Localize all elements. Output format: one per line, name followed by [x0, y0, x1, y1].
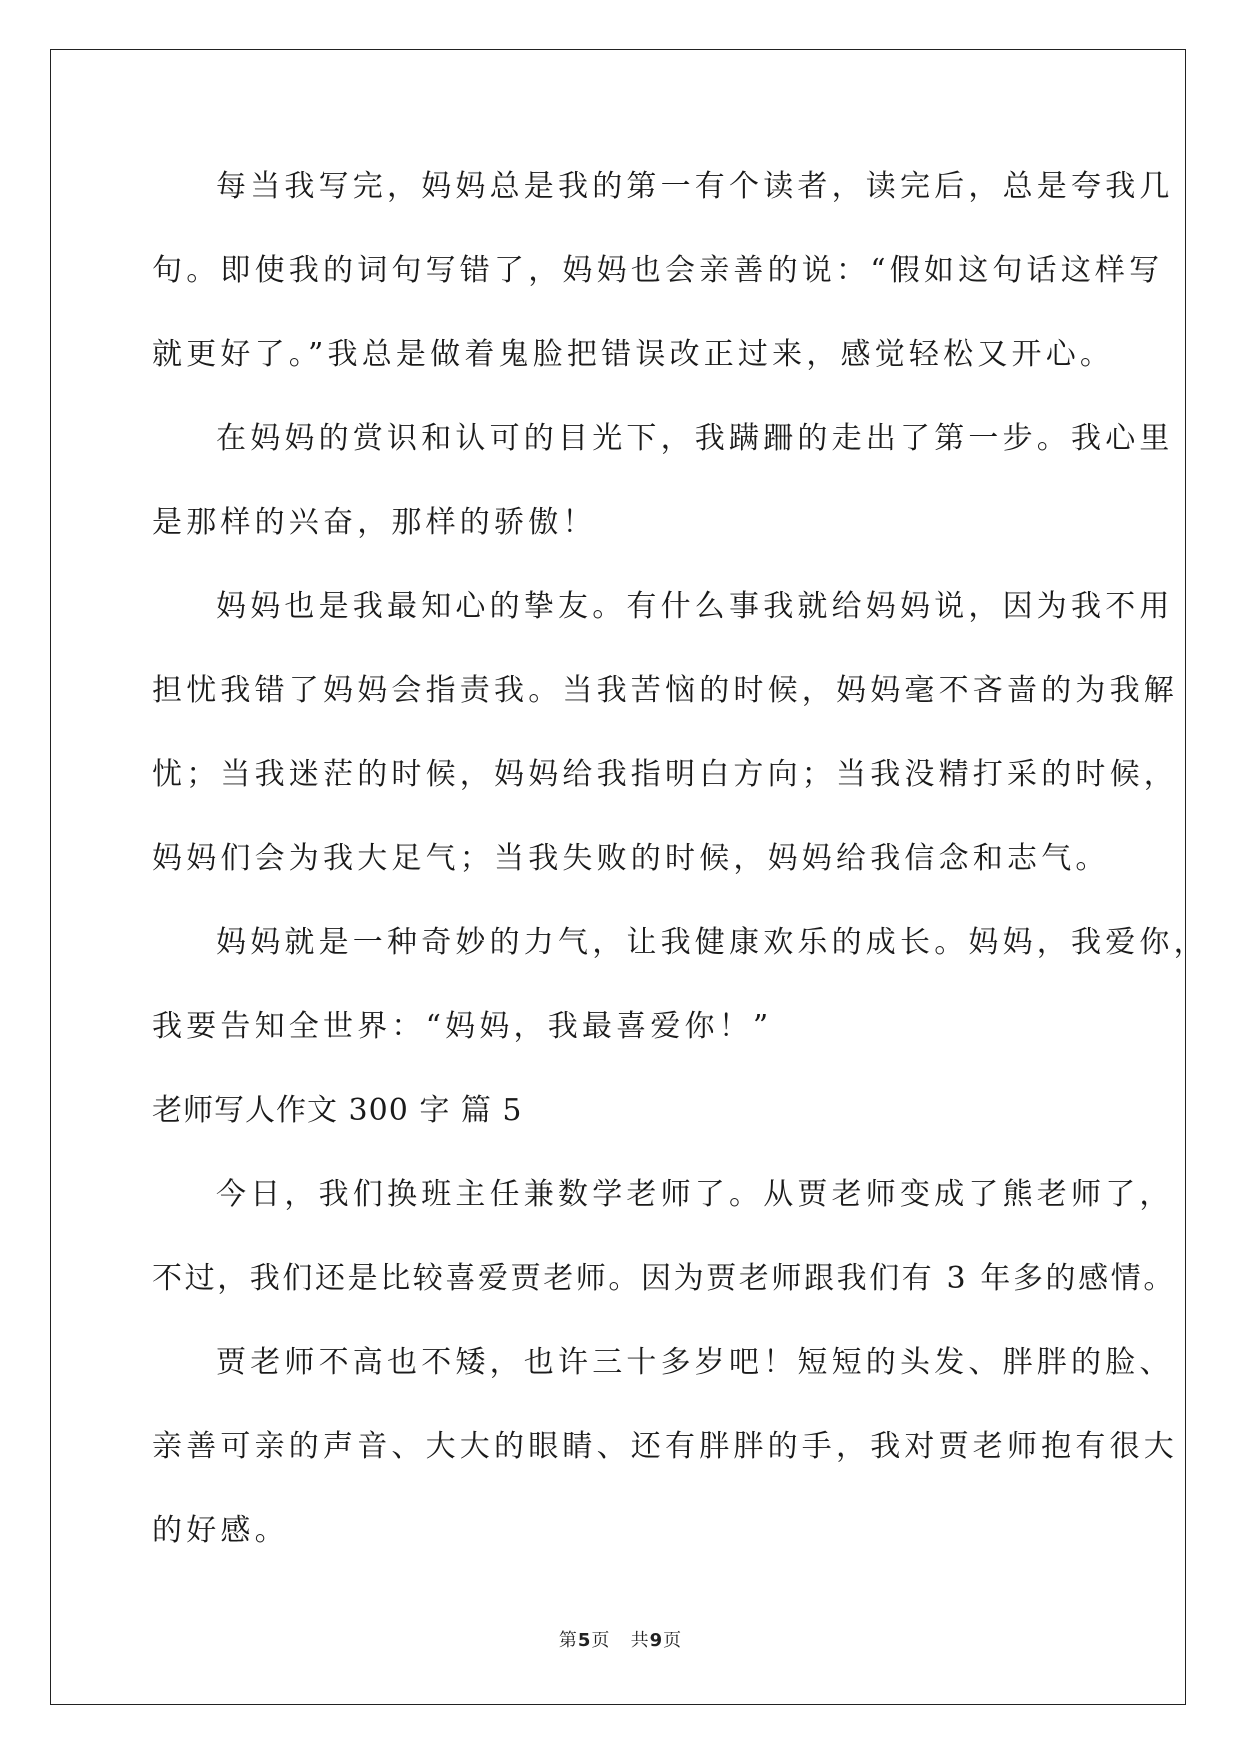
footer-page-suffix: 页: [591, 1630, 611, 1651]
paragraph-line: 贾老师不高也不矮，也许三十多岁吧！短短的头发、胖胖的脸、: [216, 1345, 1174, 1380]
paragraph-line: 句。即使我的词句写错了，妈妈也会亲善的说：“假如这句话这样写: [152, 253, 1164, 288]
paragraph-2: [152, 415, 1174, 583]
paragraph-line: 担忧我错了妈妈会指责我。当我苦恼的时候，妈妈毫不吝啬的为我解: [152, 673, 1178, 708]
footer-total-prefix: 共: [630, 1630, 650, 1651]
paragraph-line: 每当我写完，妈妈总是我的第一有个读者，读完后，总是夸我几: [216, 169, 1174, 204]
paragraph-line: 妈妈也是我最知心的挚友。有什么事我就给妈妈说，因为我不用: [216, 589, 1174, 624]
paragraph-3: [152, 583, 1178, 919]
paragraph-line: 今日，我们换班主任兼数学老师了。从贾老师变成了熊老师了，: [216, 1177, 1174, 1212]
section-heading: 老师写人作文 300 字 篇 5: [152, 1093, 523, 1128]
paragraph-line: 就更好了。”我总是做着鬼脸把错误改正过来，感觉轻松又开心。: [152, 337, 1115, 372]
paragraph-line: 不过，我们还是比较喜爱贾老师。因为贾老师跟我们有 3 年多的感情。: [152, 1261, 1176, 1296]
paragraph-line: 亲善可亲的声音、大大的眼睛、还有胖胖的手，我对贾老师抱有很大: [152, 1429, 1178, 1464]
footer-prefix: 第: [558, 1630, 578, 1651]
footer-total-pages: 9: [649, 1630, 664, 1651]
paragraph-4: [152, 919, 1208, 1087]
footer-page-number: 5: [577, 1630, 592, 1651]
document-body: [152, 163, 1208, 1591]
paragraph-5: [152, 1171, 1176, 1339]
paragraph-line: 的好感。: [152, 1513, 289, 1548]
paragraph-line: 妈妈们会为我大足气；当我失败的时候，妈妈给我信念和志气。: [152, 841, 1110, 876]
paragraph-line: 在妈妈的赏识和认可的目光下，我蹒跚的走出了第一步。我心里: [216, 421, 1174, 456]
paragraph-6: [152, 1339, 1178, 1591]
paragraph-line: 是那样的兴奋，那样的骄傲！: [152, 505, 597, 540]
paragraph-line: 我要告知全世界：“妈妈，我最喜爱你！”: [152, 1009, 773, 1044]
paragraph-line: 忧；当我迷茫的时候，妈妈给我指明白方向；当我没精打采的时候，: [152, 757, 1178, 792]
paragraph-1: [152, 163, 1174, 415]
paragraph-line: 妈妈就是一种奇妙的力气，让我健康欢乐的成长。妈妈，我爱你，: [216, 925, 1208, 960]
footer-total-suffix: 页: [663, 1630, 683, 1651]
page-footer: [0, 1626, 1241, 1652]
